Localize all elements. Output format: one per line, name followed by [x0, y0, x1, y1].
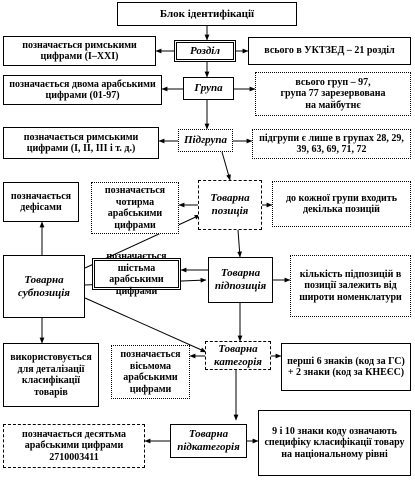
- subcategory-node: Товарна підкатегорія: [170, 424, 247, 458]
- position-note-count: до кожної групи входить декілька позицій: [272, 181, 411, 227]
- subcategory-left-note: позначається десятьма арабськими цифрами 2710003411: [3, 424, 145, 468]
- subgroup-left-note: позначається римськими цифрами (I, II, III і т. д.): [3, 127, 159, 159]
- category-left-note: позначається вісьмома арабськими цифрами: [111, 345, 190, 399]
- subposition-note: використовується для деталізації класифікації товарів: [3, 343, 99, 407]
- group-left-note: позначається двома арабськими цифрами (01-97): [3, 75, 162, 105]
- subcategory-right-note: 9 і 10 знаки коду означають специфіку класифікації товару на національному рівні: [258, 410, 411, 476]
- arrow-subposition-to-category: [85, 298, 206, 352]
- position-note-dashes: позначається дефісами: [3, 182, 79, 222]
- arrow-subgroup-to-position: [222, 152, 230, 180]
- subgroup-right-note: підгрупи є лише в групах 28, 29, 39, 63, 69, 71, 72: [252, 129, 411, 159]
- header-box: Блок ідентифікації: [117, 2, 297, 26]
- sub-position-left-note: позначається шістьма арабськими цифрами: [92, 258, 181, 290]
- sub-position-right-note: кількість підпозицій в позиції залежить від широти номенклатури: [290, 255, 411, 317]
- category-node: Товарна категорія: [205, 341, 271, 370]
- arrow-position-to-subposition: [238, 230, 240, 257]
- section-node: Розділ: [174, 40, 236, 62]
- position-note-digits: позначається чотирма арабськими цифрами: [91, 182, 179, 234]
- sub-position-node: Товарна підпозиція: [208, 257, 273, 303]
- subposition-node: Товарна субпозиція: [3, 255, 85, 318]
- section-left-note: позначається римськими цифрами (I–XXI): [3, 36, 156, 66]
- position-node: Товарна позиція: [198, 180, 262, 230]
- group-right-note: всього груп – 97, група 77 зарезервована на майбутнє: [255, 72, 411, 116]
- section-right-note: всього в УКТЗЕД – 21 розділ: [248, 37, 411, 65]
- subgroup-node: Підгрупа: [178, 129, 233, 152]
- category-right-note: перші 6 знаків (код за ГС) + 2 знаки (код за КНЕЄС): [281, 343, 411, 391]
- group-node: Група: [183, 77, 234, 100]
